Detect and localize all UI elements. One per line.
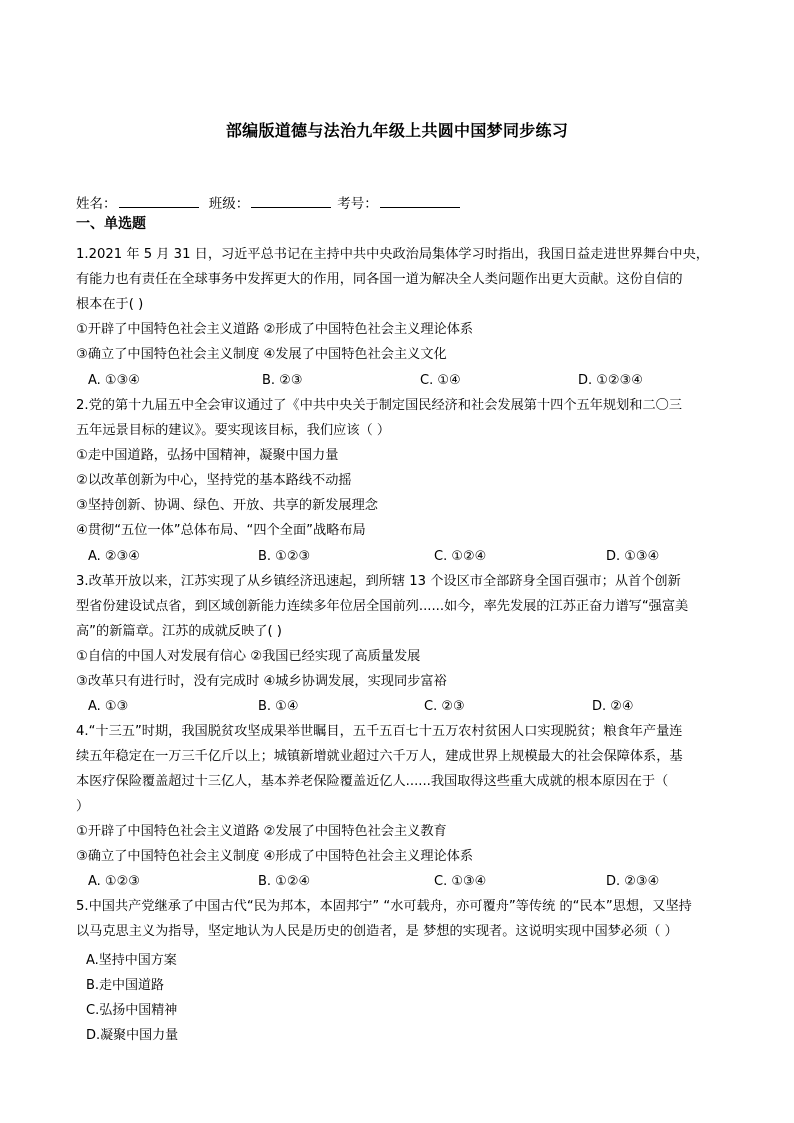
- question-stem-line: 型省份建设试点省，到区域创新能力连续多年位居全国前列......如今，率先发展的江苏正奋力谱写“强富美: [76, 599, 689, 614]
- question-stem-line: 本医疗保险覆盖超过十三亿人，基本养老保险覆盖近亿人......我国取得这些重大成就的根本原因在于（: [76, 774, 669, 789]
- statement-line: ④贯彻“五位一体”总体布局、“四个全面”战略布局: [76, 523, 366, 538]
- question-stem-line: 2.党的第十九届五中全会审议通过了《中共中央关于制定国民经济和社会发展第十四个五年规划和二〇三: [76, 398, 683, 413]
- option-d[interactable]: D. ②③④: [606, 874, 660, 889]
- option-a[interactable]: A. ②③④: [88, 549, 140, 564]
- statement-line: ③确立了中国特色社会主义制度 ④发展了中国特色社会主义文化: [76, 347, 447, 362]
- question-stem-line: 续五年稳定在一万三千亿斤以上；城镇新增就业超过六千万人，建成世界上规模最大的社会保障体系，基: [76, 749, 683, 764]
- exam-number-label: 考号：: [337, 196, 378, 212]
- option-b[interactable]: B. ①②③: [258, 549, 311, 564]
- option-c[interactable]: C. ①③④: [434, 874, 487, 889]
- option-b[interactable]: B. ①②④: [258, 874, 311, 889]
- option-a[interactable]: A. ①③④: [88, 373, 140, 388]
- option-a[interactable]: A.坚持中国方案: [86, 953, 177, 968]
- option-c[interactable]: C. ①②④: [434, 549, 487, 564]
- option-c[interactable]: C.弘扬中国精神: [86, 1003, 178, 1018]
- name-label: 姓名：: [76, 196, 117, 212]
- option-c[interactable]: C. ①④: [420, 373, 461, 388]
- question-stem-line: 5.中国共产党继承了中国古代“民为邦本，本固邦宁” “水可载舟，亦可覆舟”等传统 的“民本”思想，又坚持: [76, 899, 692, 914]
- statement-line: ①自信的中国人对发展有信心 ②我国已经实现了高质量发展: [76, 649, 421, 664]
- option-b[interactable]: B. ②③: [262, 373, 303, 388]
- option-b[interactable]: B.走中国道路: [86, 978, 165, 993]
- statement-line: ①走中国道路，弘扬中国精神，凝聚中国力量: [76, 448, 339, 463]
- exam-number-blank: [380, 195, 460, 208]
- question-stem-line: 有能力也有责任在全球事务中发挥更大的作用，同各国一道为解决全人类问题作出更大贡献。这份自信的: [76, 272, 683, 287]
- question-stem-line: 1.2021 年 5 月 31 日，习近平总书记在主持中共中央政治局集体学习时指出，我国日益走进世界舞台中央，: [76, 247, 709, 262]
- page-title: 部编版道德与法治九年级上共圆中国梦同步练习: [225, 121, 569, 140]
- student-info-row: [76, 192, 466, 212]
- section-heading: 一、单选题: [76, 216, 146, 232]
- option-b[interactable]: B. ①④: [258, 699, 299, 714]
- question-stem-line: 五年远景目标的建议》。要实现该目标，我们应该（ ）: [76, 423, 391, 438]
- statement-line: ①开辟了中国特色社会主义道路 ②发展了中国特色社会主义教育: [76, 824, 447, 839]
- question-stem-line: 4.“十三五”时期，我国脱贫攻坚成果举世瞩目，五千五百七十五万农村贫困人口实现脱贫；粮食年产量连: [76, 724, 683, 739]
- option-c[interactable]: C. ②③: [424, 699, 465, 714]
- class-blank: [251, 195, 331, 208]
- question-stem-line: 根本在于( ): [76, 297, 144, 312]
- question-stem-line: ）: [76, 799, 90, 814]
- option-d[interactable]: D. ①③④: [606, 549, 660, 564]
- name-blank: [119, 195, 199, 208]
- class-label: 班级：: [208, 196, 250, 212]
- option-d[interactable]: D. ②④: [592, 699, 634, 714]
- option-a[interactable]: A. ①②③: [88, 874, 140, 889]
- question-stem-line: 高”的新篇章。江苏的成就反映了( ): [76, 624, 282, 639]
- statement-line: ①开辟了中国特色社会主义道路 ②形成了中国特色社会主义理论体系: [76, 322, 474, 337]
- statement-line: ②以改革创新为中心，坚持党的基本路线不动摇: [76, 473, 352, 488]
- question-stem-line: 以马克思主义为指导，坚定地认为人民是历史的创造者，是 梦想的实现者。这说明实现中国梦必须（ ）: [76, 924, 678, 939]
- statement-line: ③坚持创新、协调、绿色、开放、共享的新发展理念: [76, 498, 378, 513]
- option-a[interactable]: A. ①③: [88, 699, 129, 714]
- question-stem-line: 3.改革开放以来，江苏实现了从乡镇经济迅速起，到所辖 13 个设区市全部跻身全国百强市；从首个创新: [76, 574, 681, 589]
- statement-line: ③确立了中国特色社会主义制度 ④形成了中国特色社会主义理论体系: [76, 849, 474, 864]
- option-d[interactable]: D. ①②③④: [578, 373, 643, 388]
- option-d[interactable]: D.凝聚中国力量: [86, 1028, 179, 1043]
- statement-line: ③改革只有进行时，没有完成时 ④城乡协调发展，实现同步富裕: [76, 674, 447, 689]
